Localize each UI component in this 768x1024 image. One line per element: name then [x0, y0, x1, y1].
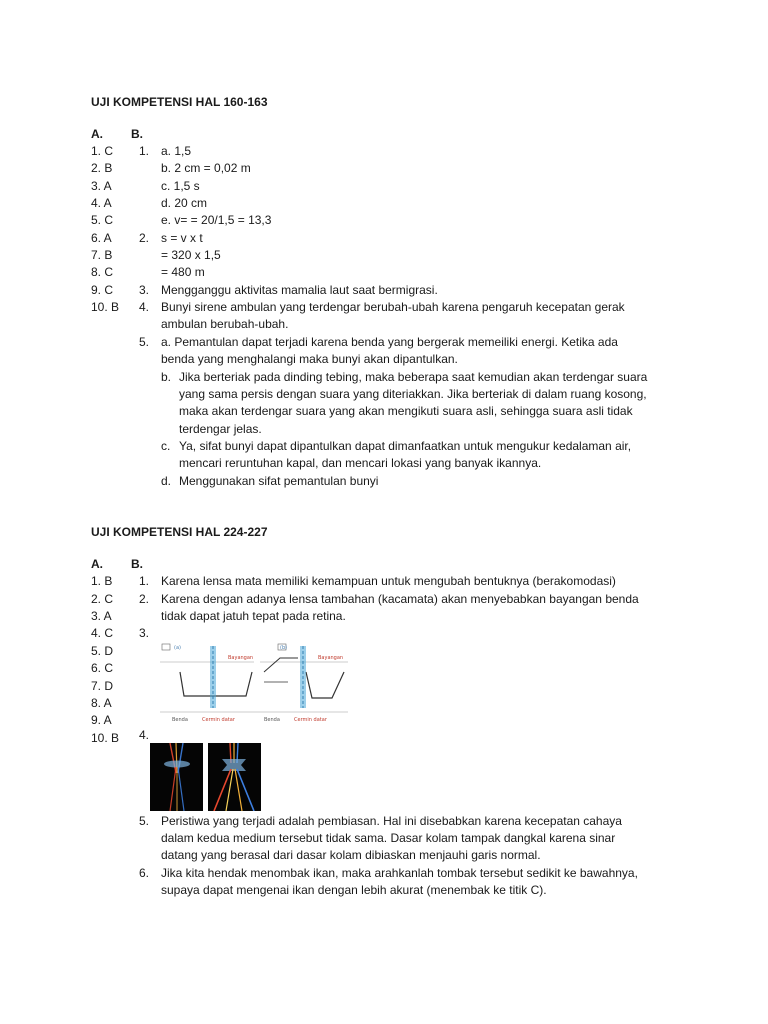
answer-a-item: 6. C: [91, 661, 114, 675]
fig-right-label-benda: Benda: [264, 717, 280, 723]
fig-right-label-cermin: Cermin datar: [294, 717, 327, 723]
fig-left-tag: (a): [174, 645, 181, 651]
section1-col-a-label: A.: [91, 127, 103, 141]
b-number: 2.: [139, 592, 150, 606]
fig-left-label-benda: Benda: [172, 717, 188, 723]
s2-b5-line: Peristiwa yang terjadi adalah pembiasan. Hal ini disebabkan karena kecepatan cahaya: [161, 814, 622, 828]
b-number: 4.: [139, 300, 150, 314]
b-number: 5.: [139, 335, 150, 349]
fig-right-tag: (b): [280, 645, 288, 651]
mirror-figure-svg: [160, 642, 348, 726]
s2-b6-line: supaya dapat mengenai ikan dengan lebih akurat (menembak ke titik C).: [161, 883, 547, 897]
answer-a-item: 5. D: [91, 644, 114, 658]
b5b-line: yang sama persis dengan suara yang diteriakkan. Jika berteriak di dalam ruang kosong,: [179, 387, 647, 401]
fig-left-label-top: Bayangan: [228, 655, 254, 661]
answer-a-item: 3. A: [91, 609, 112, 623]
answer-a-item: 8. C: [91, 265, 114, 279]
b5d-label: d.: [161, 474, 172, 488]
mirror-figure: [160, 642, 348, 726]
b-number: 3.: [139, 626, 150, 640]
b4-line: Bunyi sirene ambulan yang terdengar berubah-ubah karena pengaruh kecepatan gerak: [161, 300, 625, 314]
section1-col-b-label: B.: [131, 127, 143, 141]
fig-right-label-top: Bayangan: [318, 655, 344, 661]
convex-lens-photo: [150, 743, 203, 811]
b-number: 5.: [139, 814, 150, 828]
answer-a-item: 1. B: [91, 574, 113, 588]
b5c-line: Ya, sifat bunyi dapat dipantulkan dapat dimanfaatkan untuk mengukur kedalaman air,: [179, 439, 632, 453]
s2-b5-line: dalam kedua medium tersebut tidak sama. Dasar kolam tampak dangkal karena sinar: [161, 831, 616, 845]
section1-title: UJI KOMPETENSI HAL 160-163: [91, 95, 268, 109]
b5a-line: benda yang menghalangi maka bunyi akan dipantulkan.: [161, 352, 458, 366]
b-number: 2.: [139, 231, 150, 245]
b3-text: Mengganggu aktivitas mamalia laut saat bermigrasi.: [161, 283, 438, 297]
s2-b5-line: datang yang berasal dari dasar kolam dibiaskan menjauhi garis normal.: [161, 848, 541, 862]
b5c-line: mencari reruntuhan kapal, dan mencari lokasi yang banyak ikannya.: [179, 456, 542, 470]
answer-a-item: 4. A: [91, 196, 112, 210]
b-number: 6.: [139, 866, 150, 880]
answer-a-item: 9. C: [91, 283, 114, 297]
b1-line: d. 20 cm: [161, 196, 208, 210]
s2-b2-line: Karena dengan adanya lensa tambahan (kacamata) akan menyebabkan bayangan benda: [161, 592, 639, 606]
b2-line: = 480 m: [161, 265, 205, 279]
answer-a-item: 1. C: [91, 144, 114, 158]
concave-lens-photo: [208, 743, 261, 811]
section2-col-b-label: B.: [131, 557, 143, 571]
b5b-line: Jika berteriak pada dinding tebing, maka beberapa saat kemudian akan terdengar suara: [179, 370, 648, 384]
b1-line: a. 1,5: [161, 144, 192, 158]
answer-a-item: 4. C: [91, 626, 114, 640]
answer-a-item: 7. B: [91, 248, 113, 262]
answer-a-item: 8. A: [91, 696, 112, 710]
convex-lens-svg: [150, 743, 203, 811]
b1-line: b. 2 cm = 0,02 m: [161, 161, 251, 175]
answer-a-item: 10. B: [91, 731, 120, 745]
b-number: 1.: [139, 144, 150, 158]
s2-b2-line: tidak dapat jatuh tepat pada retina.: [161, 609, 346, 623]
b5b-line: maka akan terdengar suara yang akan mengikuti suara asli, sehingga suara asli tidak: [179, 404, 633, 418]
b1-line: c. 1,5 s: [161, 179, 200, 193]
answer-a-item: 7. D: [91, 679, 114, 693]
answer-a-item: 2. B: [91, 161, 113, 175]
b-number: 3.: [139, 283, 150, 297]
b5a-line: a. Pemantulan dapat terjadi karena benda yang bergerak memeiliki energi. Ketika ada: [161, 335, 618, 349]
b4-line: ambulan berubah-ubah.: [161, 317, 289, 331]
fig-left-label-cermin: Cermin datar: [202, 717, 235, 723]
b5b-label: b.: [161, 370, 172, 384]
answer-a-item: 10. B: [91, 300, 120, 314]
b2-line: = 320 x 1,5: [161, 248, 221, 262]
section2-col-a-label: A.: [91, 557, 103, 571]
answer-a-item: 6. A: [91, 231, 112, 245]
b5d-text: Menggunakan sifat pemantulan bunyi: [179, 474, 379, 488]
s2-b6-line: Jika kita hendak menombak ikan, maka arahkanlah tombak tersebut sedikit ke bawahnya,: [161, 866, 638, 880]
answer-a-item: 3. A: [91, 179, 112, 193]
b5c-label: c.: [161, 439, 171, 453]
b5b-line: terdengar jelas.: [179, 422, 262, 436]
s2-b1-text: Karena lensa mata memiliki kemampuan untuk mengubah bentuknya (berakomodasi): [161, 574, 616, 588]
section2-title: UJI KOMPETENSI HAL 224-227: [91, 525, 268, 539]
b2-line: s = v x t: [161, 231, 203, 245]
b-number: 4.: [139, 728, 150, 742]
concave-lens-svg: [208, 743, 261, 811]
answer-a-item: 2. C: [91, 592, 114, 606]
b1-line: e. v= = 20/1,5 = 13,3: [161, 213, 272, 227]
answer-a-item: 5. C: [91, 213, 114, 227]
answer-a-item: 9. A: [91, 713, 112, 727]
b-number: 1.: [139, 574, 150, 588]
